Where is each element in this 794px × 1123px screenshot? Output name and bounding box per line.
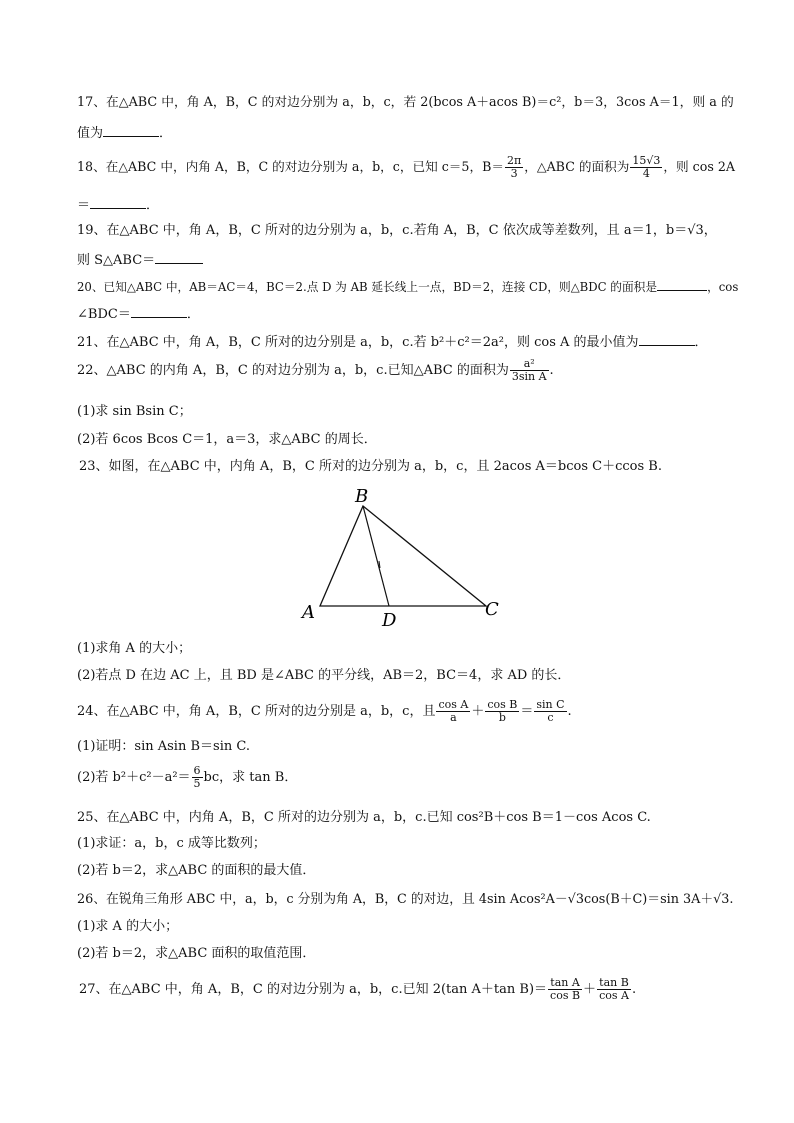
q18-equals: ＝ <box>77 198 91 213</box>
fraction-numerator: tan B <box>599 976 629 989</box>
q24-part2-end: bc，求 tan B． <box>203 770 298 785</box>
q17-line2 <box>77 124 172 142</box>
answer-blank <box>657 278 707 291</box>
fraction-numerator: 15√3 <box>632 154 661 167</box>
segment-bd <box>363 506 389 606</box>
fraction <box>192 765 203 790</box>
fraction-numerator: cos B <box>487 698 518 711</box>
q18-period: ． <box>146 198 160 213</box>
q22-line1 <box>77 356 554 386</box>
q24-text: 24、在△ABC 中，角 A，B，C 所对的边分别是 a，b，c，且 <box>77 704 436 719</box>
fraction-denominator: 5 <box>193 777 201 790</box>
fraction-denominator: a <box>436 711 470 724</box>
q20-cos: ，cos <box>707 280 739 294</box>
q21-text: 21、在△ABC 中，角 A，B，C 所对的边分别是 a，b，c.若 b²＋c²＝2a²，则 cos A 的最小值为 <box>77 335 639 350</box>
q25-line1: 25、在△ABC 中，内角 A，B，C 所对的边分别为 a，b，c.已知 cos²B＋cos B＝1－cos Acos C. <box>77 810 651 825</box>
fraction <box>510 358 549 383</box>
q19-line1: 19、在△ABC 中，角 A，B，C 所对的边分别为 a，b，c.若角 A，B，C 依次成等差数列，且 a＝1，b＝√3， <box>77 223 717 238</box>
fraction <box>436 699 470 724</box>
answer-blank <box>90 196 146 209</box>
fraction-numerator: 2π <box>507 154 522 167</box>
q24-line1 <box>77 697 572 727</box>
fraction-denominator: c <box>534 711 566 724</box>
q26-part1: (1)求 A 的大小； <box>77 919 179 934</box>
q22-text: 22、△ABC 的内角 A，B，C 的对边分别为 a，b，c.已知△ABC 的面积为 <box>77 363 509 378</box>
fraction <box>630 155 662 180</box>
plus-sign: ＋ <box>471 704 485 719</box>
answer-blank <box>639 333 695 346</box>
q27-line1 <box>79 975 636 1005</box>
fraction <box>485 699 519 724</box>
q24-part2 <box>77 763 297 793</box>
q20-text: 20、已知△ABC 中，AB＝AC＝4，BC＝2.点 D 为 AB 延长线上一点，BD＝2，连接 CD，则△BDC 的面积是 <box>77 280 658 294</box>
q23-line1: 23、如图，在△ABC 中，内角 A，B，C 所对的边分别为 a，b，c，且 2acos A＝bcos C＋ccos B. <box>79 459 662 474</box>
q17-period: ． <box>159 126 173 141</box>
equals-sign: ＝ <box>520 704 534 719</box>
vertex-label-a: A <box>302 602 315 623</box>
fraction-numerator: tan A <box>550 976 580 989</box>
q27-text: 27、在△ABC 中，角 A，B，C 的对边分别为 a，b，c.已知 2(tan A＋tan B)＝ <box>79 982 548 997</box>
plus-sign: ＋ <box>583 982 597 997</box>
vertex-label-c: C <box>485 599 499 620</box>
q20-period: ． <box>186 307 200 322</box>
q25-part2: (2)若 b＝2，求△ABC 的面积的最大值． <box>77 863 316 878</box>
q18-line2 <box>77 196 159 214</box>
q20-label: ∠BDC＝ <box>77 307 131 322</box>
vertex-label-d: D <box>382 610 397 631</box>
q19-label: 则 S△ABC＝ <box>77 253 156 268</box>
fraction-denominator: 3 <box>505 167 523 180</box>
q23-part1: (1)求角 A 的大小； <box>77 641 192 656</box>
q24-part2-text: (2)若 b²＋c²－a²＝ <box>77 770 191 785</box>
q27-period: . <box>631 982 637 997</box>
q20-line1 <box>77 278 738 295</box>
fraction-denominator: cos A <box>599 989 629 1002</box>
triangle-abc <box>320 506 486 606</box>
answer-blank <box>103 124 159 137</box>
q23-part2: (2)若点 D 在边 AC 上，且 BD 是∠ABC 的平分线，AB＝2，BC＝4，求 AD 的长． <box>77 668 571 683</box>
answer-blank <box>155 251 203 264</box>
fraction-denominator: 3sin A <box>511 370 547 383</box>
q17-label: 值为 <box>77 126 104 141</box>
fraction-denominator: 4 <box>630 167 662 180</box>
vertex-label-b: B <box>355 486 369 507</box>
q24-period: . <box>567 704 572 719</box>
q24-part1: (1)证明：sin Asin B＝sin C. <box>77 739 250 754</box>
fraction-denominator: cos B <box>550 989 581 1002</box>
q18-text-pre: 18、在△ABC 中，内角 A，B，C 的对边分别为 a，b，c，已知 c＝5，B＝ <box>77 159 504 174</box>
q22-part2: (2)若 6cos Bcos C＝1，a＝3，求△ABC 的周长． <box>77 432 377 447</box>
q22-part1: (1)求 sin Bsin C； <box>77 404 192 419</box>
q21-period: ． <box>694 335 708 350</box>
fraction <box>534 699 566 724</box>
q19-line2 <box>77 251 203 269</box>
fraction-numerator: a² <box>523 357 535 370</box>
answer-blank <box>131 305 187 318</box>
q18-line1 <box>77 152 735 182</box>
q26-part2: (2)若 b＝2，求△ABC 面积的取值范围． <box>77 946 316 961</box>
q25-part1: (1)求证：a，b，c 成等比数列； <box>77 836 266 851</box>
q20-line2 <box>77 305 200 323</box>
q22-period: . <box>549 363 554 378</box>
fraction-numerator: cos A <box>438 698 469 711</box>
fraction <box>597 977 631 1002</box>
fraction-denominator: b <box>485 711 519 724</box>
q26-line1: 26、在锐角三角形 ABC 中，a，b，c 分别为角 A，B，C 的对边，且 4sin Acos²A－√3cos(B＋C)＝sin 3A＋√3. <box>77 892 734 907</box>
fraction <box>548 977 582 1002</box>
q18-text-post: ，则 cos 2A <box>663 159 735 174</box>
fraction-numerator: 6 <box>193 764 201 777</box>
triangle-figure <box>296 484 516 632</box>
fraction <box>505 155 523 180</box>
q17-line1: 17、在△ABC 中，角 A，B，C 的对边分别为 a，b，c，若 2(bcos A＋acos B)＝c²，b＝3，3cos A＝1，则 a 的 <box>77 95 734 110</box>
q21-line1 <box>77 333 708 351</box>
q18-text-mid: ，△ABC 的面积为 <box>524 159 630 174</box>
fraction-numerator: sin C <box>536 698 565 711</box>
